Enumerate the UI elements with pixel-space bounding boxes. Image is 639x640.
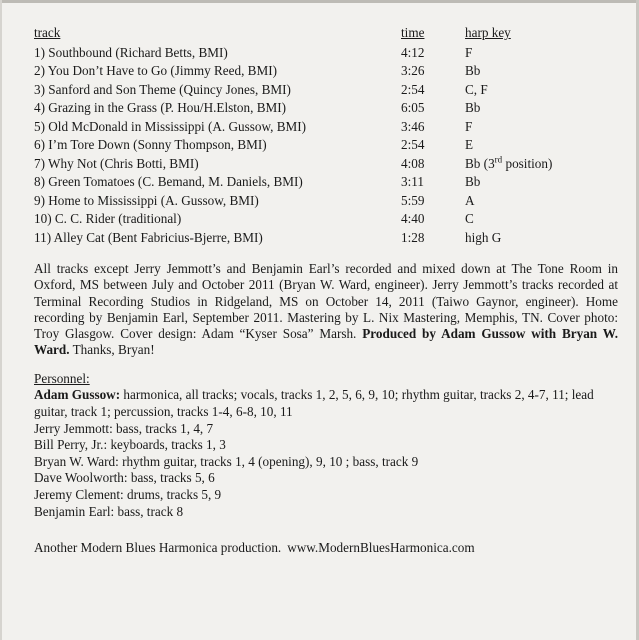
personnel-row bbox=[34, 454, 618, 471]
track-title: 10) C. C. Rider (traditional) bbox=[34, 211, 182, 226]
producer-credit: Produced by Adam Gussow with Bryan W. Ward. bbox=[34, 326, 619, 358]
track-time: 3:11 bbox=[401, 174, 424, 189]
track-title: 5) Old McDonald in Mississippi (A. Gussow, BMI) bbox=[34, 118, 307, 134]
track-row bbox=[34, 173, 618, 192]
track-harp-key bbox=[465, 229, 618, 248]
track-title: 4) Grazing in the Grass (P. Hou/H.Elston, BMI) bbox=[34, 100, 286, 115]
personnel-row bbox=[34, 387, 618, 420]
track-title: 11) Alley Cat (Bent Fabricius-Bjerre, BMI) bbox=[34, 229, 263, 245]
recording-notes bbox=[34, 261, 618, 359]
track-time: 5:59 bbox=[401, 192, 425, 208]
track-list bbox=[34, 24, 618, 247]
track-row bbox=[34, 155, 618, 174]
track-row bbox=[34, 44, 618, 63]
track-harp-key bbox=[465, 62, 618, 81]
personnel-row bbox=[34, 470, 618, 487]
personnel-row bbox=[34, 421, 618, 438]
track-title: 8) Green Tomatoes (C. Bemand, M. Daniels, BMI) bbox=[34, 174, 303, 189]
personnel-list bbox=[34, 387, 618, 520]
track-harp-key bbox=[465, 44, 618, 63]
track-key: A bbox=[465, 192, 475, 208]
track-key: C, F bbox=[465, 81, 488, 97]
track-key: high G bbox=[465, 229, 502, 245]
track-list-header bbox=[34, 24, 618, 43]
track-harp-key bbox=[465, 173, 618, 192]
track-time: 1:28 bbox=[401, 229, 425, 245]
track-key-superscript: rd bbox=[494, 154, 503, 165]
track-title: 6) I’m Tore Down (Sonny Thompson, BMI) bbox=[34, 137, 267, 152]
liner-notes-page bbox=[34, 24, 618, 556]
personnel-role: harmonica, all tracks; vocals, tracks 1, 2, 5, 6, 9, 10; rhythm guitar, tracks 2, 4-7, 11; lead guitar, track 1; percussion, tracks 1-4, 6-8, 10, 11 bbox=[34, 387, 594, 419]
track-harp-key bbox=[465, 118, 618, 137]
track-row bbox=[34, 62, 618, 81]
track-title: 7) Why Not (Chris Botti, BMI) bbox=[34, 155, 199, 171]
track-key: C bbox=[465, 211, 474, 226]
track-key: E bbox=[465, 137, 474, 152]
track-time: 3:26 bbox=[401, 63, 425, 78]
track-row bbox=[34, 99, 618, 118]
personnel-role: Bill Perry, Jr.: keyboards, tracks 1, 3 bbox=[34, 437, 226, 453]
personnel-row bbox=[34, 437, 618, 454]
track-time: 6:05 bbox=[401, 100, 425, 115]
personnel-name: Adam Gussow: bbox=[34, 387, 121, 403]
track-harp-key bbox=[465, 192, 618, 211]
track-time: 4:40 bbox=[401, 211, 425, 226]
track-harp-key bbox=[465, 155, 618, 174]
footer-website: www.ModernBluesHarmonica.com bbox=[287, 540, 475, 556]
personnel-role: Dave Woolworth: bass, tracks 5, 6 bbox=[34, 470, 215, 486]
track-time: 3:46 bbox=[401, 118, 425, 134]
personnel-role: Bryan W. Ward: rhythm guitar, tracks 1, 4 (opening), 9, 10 ; bass, track 9 bbox=[34, 453, 419, 469]
recording-notes-text: All tracks except Jerry Jemmott’s and Benjamin Earl’s recorded and mixed down at The Tone Room in Oxford, MS between July and October 2011 (Bryan W. Ward, engineer). Jerry Jemmott’s tracks recorded at Terminal Recording Studios in Ridgeland, MS on October 14, 2011 (Taiwo Gaynor, engineer). Home recording by Benjamin Earl, September 2011. Mastering by L. Nix Mastering, Memphis, TN. Cover photo: Troy Glasgow. Cover design: Adam “Kyser Sosa” Marsh. bbox=[34, 261, 618, 342]
personnel-heading: Personnel: bbox=[34, 370, 90, 386]
track-row bbox=[34, 136, 618, 155]
track-harp-key bbox=[465, 136, 618, 155]
track-time: 4:12 bbox=[401, 44, 425, 60]
track-key: Bb bbox=[465, 63, 481, 78]
scan-edge-top bbox=[0, 0, 639, 3]
thanks-text: Thanks, Bryan! bbox=[69, 342, 155, 358]
track-harp-key bbox=[465, 210, 618, 229]
footer-production-text: Another Modern Blues Harmonica production. bbox=[34, 540, 282, 556]
track-rows bbox=[34, 44, 618, 248]
track-row bbox=[34, 81, 618, 100]
track-key: F bbox=[465, 118, 473, 134]
personnel-row bbox=[34, 487, 618, 504]
footer bbox=[34, 540, 618, 556]
personnel-row bbox=[34, 504, 618, 521]
personnel-role: Jeremy Clement: drums, tracks 5, 9 bbox=[34, 486, 222, 502]
harp-key-column-header: harp key bbox=[465, 25, 511, 40]
time-column-header: time bbox=[401, 25, 425, 40]
personnel-section bbox=[34, 371, 618, 520]
track-key: F bbox=[465, 44, 473, 60]
track-harp-key bbox=[465, 99, 618, 118]
track-harp-key bbox=[465, 81, 618, 100]
track-title: 2) You Don’t Have to Go (Jimmy Reed, BMI) bbox=[34, 63, 277, 78]
track-key: Bb bbox=[465, 174, 481, 189]
track-key: Bb (3 bbox=[465, 155, 495, 171]
track-time: 4:08 bbox=[401, 155, 425, 171]
personnel-role: Benjamin Earl: bass, track 8 bbox=[34, 503, 184, 519]
scan-edge-left bbox=[0, 0, 2, 640]
track-row bbox=[34, 210, 618, 229]
track-key: Bb bbox=[465, 100, 481, 115]
track-time: 2:54 bbox=[401, 81, 425, 97]
track-title: 3) Sanford and Son Theme (Quincy Jones, BMI) bbox=[34, 81, 291, 97]
track-time: 2:54 bbox=[401, 137, 425, 152]
track-row bbox=[34, 192, 618, 211]
track-row bbox=[34, 229, 618, 248]
track-key-suffix: position) bbox=[502, 155, 553, 171]
track-column-header: track bbox=[34, 25, 61, 40]
track-title: 9) Home to Mississippi (A. Gussow, BMI) bbox=[34, 192, 259, 208]
personnel-role: Jerry Jemmott: bass, tracks 1, 4, 7 bbox=[34, 420, 214, 436]
track-title: 1) Southbound (Richard Betts, BMI) bbox=[34, 44, 228, 60]
track-row bbox=[34, 118, 618, 137]
